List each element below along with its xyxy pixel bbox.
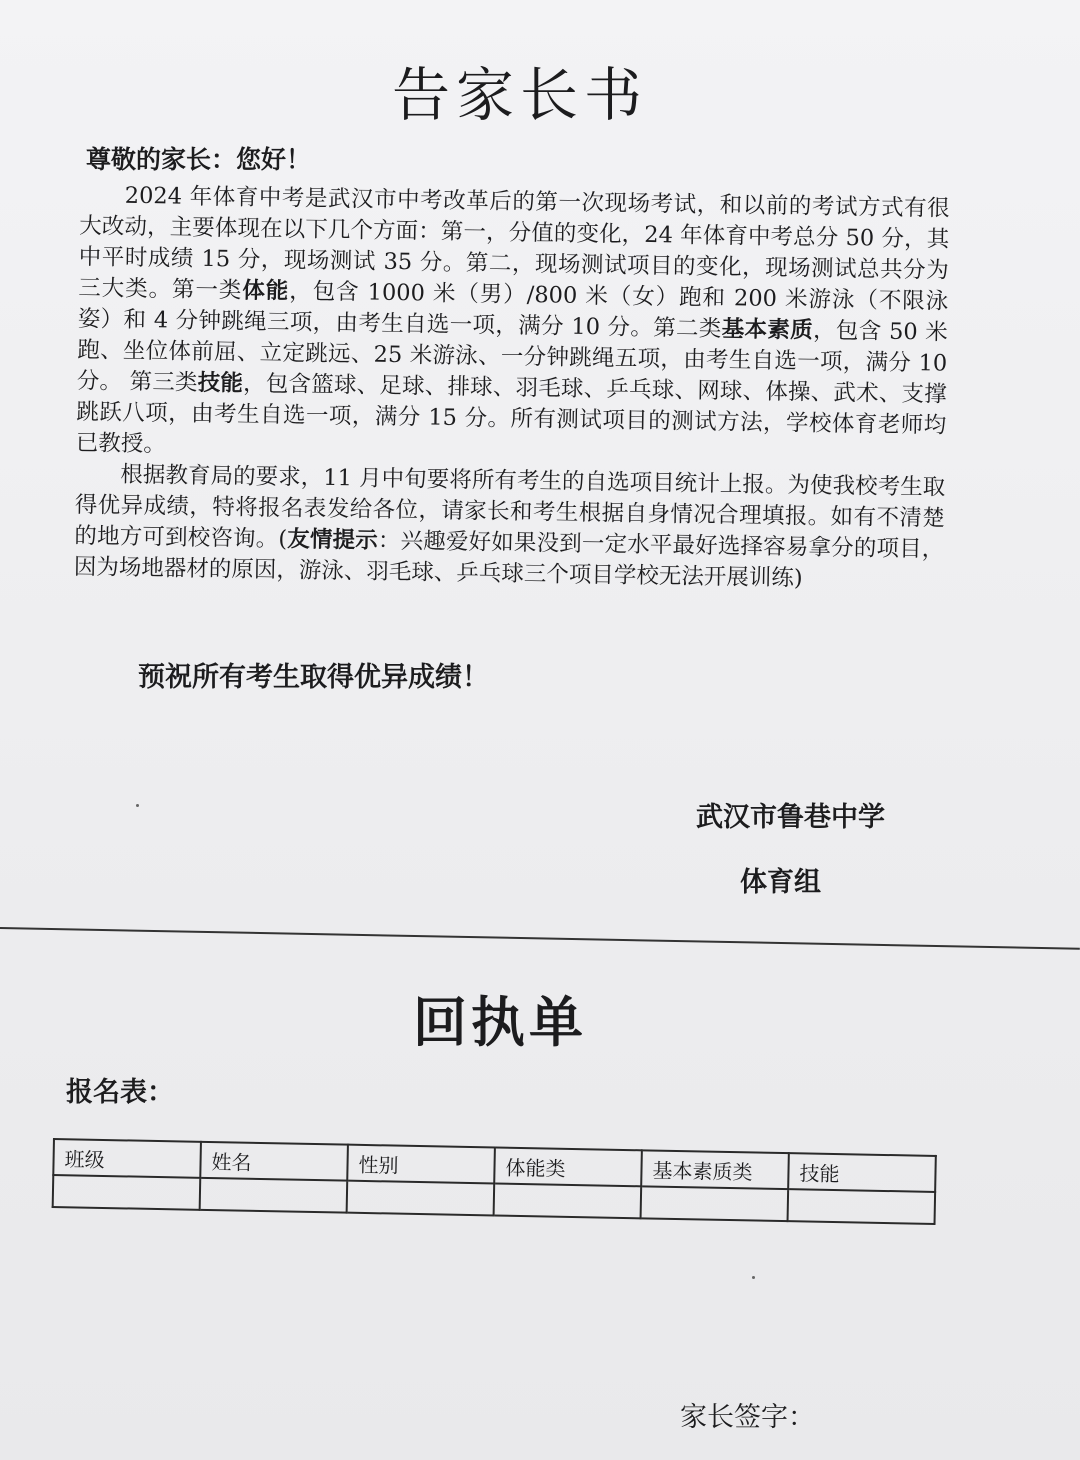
- column-header-basic-quality: 基本素质类: [641, 1150, 789, 1189]
- letter-title: 告家长书: [391, 61, 648, 129]
- category-physical-fitness: 体能: [242, 277, 290, 305]
- paragraph-text: ，包含 50 米跑、坐位体前屈、立定跳远、25 米游泳、一分钟跳绳五项，由考生自选一项，满分 10 分。 第三类: [76, 317, 948, 396]
- cell-name[interactable]: [200, 1178, 348, 1213]
- column-header-skills: 技能: [788, 1153, 936, 1192]
- salutation: 尊敬的家长：您好！: [86, 145, 312, 174]
- column-header-name: 姓名: [200, 1142, 348, 1181]
- friendly-reminder-label: 友情提示: [286, 526, 379, 554]
- column-header-gender: 性别: [347, 1145, 495, 1184]
- letter-body: [74, 180, 950, 597]
- paragraph-exam-changes: [76, 180, 950, 473]
- category-skills: 技能: [197, 369, 244, 397]
- cell-physical-fitness[interactable]: [494, 1183, 642, 1218]
- paragraph-registration: [74, 459, 946, 597]
- paragraph-text: 根据教育局的要求，11 月中旬要将所有考生的自选项目统计上报。为使我校考生取得优异成绩，特将报名表发给各位，请家长和考生根据自身情况合理填报。如有不清楚的地方可到校咨询。(: [74, 461, 946, 553]
- receipt-title: 回执单: [413, 991, 587, 1054]
- cut-divider: [0, 927, 1080, 950]
- paragraph-text: ，包含篮球、足球、排球、羽毛球、乒乓球、网球、体操、武术、支撑跳跃八项，由考生自选一项，满分 15 分。所有测试项目的测试方法，学校体育老师均已教授。: [75, 370, 947, 458]
- cell-gender[interactable]: [347, 1181, 495, 1216]
- registration-table: [52, 1138, 937, 1225]
- cell-class[interactable]: [53, 1175, 201, 1210]
- form-label: 报名表：: [66, 1077, 174, 1108]
- cell-basic-quality[interactable]: [641, 1186, 789, 1221]
- paper-speck: [136, 804, 139, 807]
- closing-wish: 预祝所有考生取得优异成绩！: [138, 662, 489, 693]
- paragraph-text: ，包含 1000 米（男）/800 米（女）跑和 200 米游泳（不限泳姿）和 4 分钟跳绳三项，由考生自选一项，满分 10 分。第二类: [77, 278, 949, 343]
- parent-signature-label: 家长签字：: [680, 1402, 815, 1433]
- column-header-physical-fitness: 体能类: [494, 1147, 642, 1186]
- column-header-class: 班级: [53, 1139, 201, 1178]
- category-basic-quality: 基本素质: [721, 316, 814, 344]
- paragraph-text: 2024 年体育中考是武汉市中考改革后的第一次现场考试，和以前的考试方式有很大改动，主要体现在以下几个方面：第一，分值的变化，24 年体育中考总分 50 分，其中平时成绩 15 分，现场测试 35 分。第二，现场测试项目的变化，现场测试总共分为三大类。第一类: [78, 182, 950, 304]
- signer-group: 体育组: [740, 867, 821, 898]
- paragraph-text: ：兴趣爱好如果没到一定水平最好选择容易拿分的项目，因为场地器材的原因，游泳、羽毛球、乒乓球三个项目学校无法开展训练): [73, 527, 945, 592]
- signer-school: 武汉市鲁巷中学: [696, 802, 885, 833]
- cell-skills[interactable]: [788, 1189, 936, 1224]
- paper-speck: [752, 1276, 755, 1279]
